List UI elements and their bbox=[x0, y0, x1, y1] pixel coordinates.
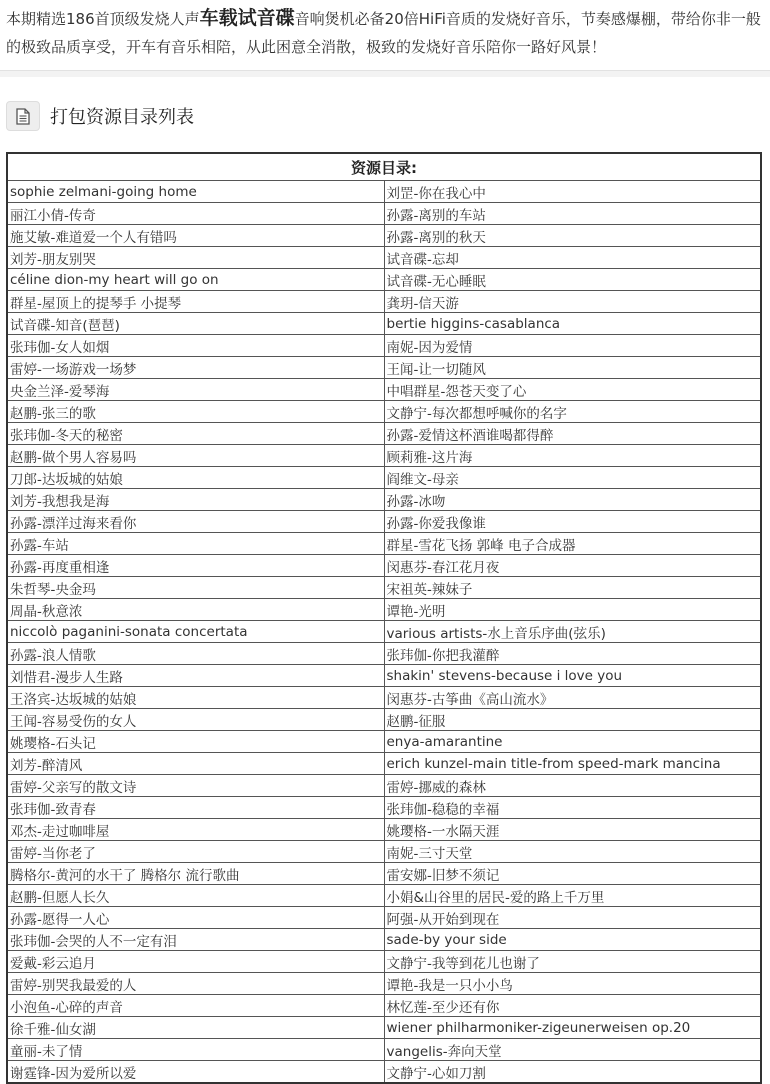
table-cell: sade-by your side bbox=[384, 929, 761, 951]
table-cell: 中唱群星-怨苍天变了心 bbox=[384, 379, 761, 401]
table-row bbox=[7, 335, 761, 357]
table-cell: 姚璎格-石头记 bbox=[7, 731, 384, 753]
table-cell: céline dion-my heart will go on bbox=[7, 269, 384, 291]
table-row bbox=[7, 379, 761, 401]
table-cell: sophie zelmani-going home bbox=[7, 181, 384, 203]
table-row bbox=[7, 247, 761, 269]
table-cell: erich kunzel-main title-from speed-mark mancina bbox=[384, 753, 761, 775]
table-cell: bertie higgins-casablanca bbox=[384, 313, 761, 335]
table-row bbox=[7, 467, 761, 489]
table-cell: 张玮伽-稳稳的幸福 bbox=[384, 797, 761, 819]
table-row bbox=[7, 907, 761, 929]
table-cell: 张玮伽-致青春 bbox=[7, 797, 384, 819]
table-cell: 南妮-三寸天堂 bbox=[384, 841, 761, 863]
table-cell: 雷婷-别哭我最爱的人 bbox=[7, 973, 384, 995]
table-cell: 腾格尔-黄河的水干了 腾格尔 流行歌曲 bbox=[7, 863, 384, 885]
table-row bbox=[7, 203, 761, 225]
table-cell: 刘惜君-漫步人生路 bbox=[7, 665, 384, 687]
table-cell: vangelis-奔向天堂 bbox=[384, 1039, 761, 1061]
table-row bbox=[7, 621, 761, 643]
table-cell: 刘芳-醉清风 bbox=[7, 753, 384, 775]
table-cell: 施艾敏-难道爱一个人有错吗 bbox=[7, 225, 384, 247]
table-row bbox=[7, 709, 761, 731]
table-row bbox=[7, 753, 761, 775]
table-cell: various artists-水上音乐序曲(弦乐) bbox=[384, 621, 761, 643]
table-cell: 徐千雅-仙女湖 bbox=[7, 1017, 384, 1039]
table-cell: 文静宁-我等到花儿也谢了 bbox=[384, 951, 761, 973]
table-cell: 孙露-你爱我像谁 bbox=[384, 511, 761, 533]
table-cell: 谭艳-我是一只小小鸟 bbox=[384, 973, 761, 995]
table-row bbox=[7, 225, 761, 247]
table-row bbox=[7, 973, 761, 995]
intro-suffix: 音响煲机必备20倍HiFi音质的发烧好音乐，节奏感爆棚，带给你非一般的极致品质享受，开车有音乐相陪，从此困意全消散，极致的发烧好音乐陪你一路好风景！ bbox=[6, 10, 761, 56]
table-cell: 孙露-离别的车站 bbox=[384, 203, 761, 225]
table-cell: 刘芳-朋友别哭 bbox=[7, 247, 384, 269]
table-cell: 赵鹏-做个男人容易吗 bbox=[7, 445, 384, 467]
table-cell: 雷婷-挪威的森林 bbox=[384, 775, 761, 797]
table-cell: 孙露-离别的秋天 bbox=[384, 225, 761, 247]
table-cell: 王洛宾-达坂城的姑娘 bbox=[7, 687, 384, 709]
resource-table bbox=[6, 152, 762, 1084]
table-cell: 孙露-冰吻 bbox=[384, 489, 761, 511]
table-row bbox=[7, 1017, 761, 1039]
table-row bbox=[7, 775, 761, 797]
table-cell: wiener philharmoniker-zigeunerweisen op.20 bbox=[384, 1017, 761, 1039]
table-row bbox=[7, 445, 761, 467]
table-row bbox=[7, 533, 761, 555]
table-cell: 刀郎-达坂城的姑娘 bbox=[7, 467, 384, 489]
intro-highlight: 车载试音碟 bbox=[199, 7, 295, 29]
table-row bbox=[7, 181, 761, 203]
table-cell: 龚玥-信天游 bbox=[384, 291, 761, 313]
table-cell: 孙露-浪人情歌 bbox=[7, 643, 384, 665]
table-cell: 王闻-让一切随风 bbox=[384, 357, 761, 379]
table-cell: 爱戴-彩云追月 bbox=[7, 951, 384, 973]
table-cell: 文静宁-每次都想呼喊你的名字 bbox=[384, 401, 761, 423]
table-row bbox=[7, 819, 761, 841]
intro-paragraph bbox=[0, 0, 770, 64]
table-cell: 童丽-未了情 bbox=[7, 1039, 384, 1061]
table-row bbox=[7, 665, 761, 687]
intro-prefix: 本期精选186首顶级发烧人声 bbox=[6, 10, 200, 28]
table-cell: 小泡鱼-心碎的声音 bbox=[7, 995, 384, 1017]
table-cell: 张玮伽-冬天的秘密 bbox=[7, 423, 384, 445]
table-cell: 林忆莲-至少还有你 bbox=[384, 995, 761, 1017]
table-cell: 周晶-秋意浓 bbox=[7, 599, 384, 621]
table-cell: 雷婷-当你老了 bbox=[7, 841, 384, 863]
table-row bbox=[7, 489, 761, 511]
table-row bbox=[7, 995, 761, 1017]
table-cell: 孙露-爱情这杯酒谁喝都得醉 bbox=[384, 423, 761, 445]
table-cell: 姚璎格-一水隔天涯 bbox=[384, 819, 761, 841]
table-title: 资源目录: bbox=[7, 153, 761, 181]
table-cell: 文静宁-心如刀割 bbox=[384, 1061, 761, 1084]
table-row bbox=[7, 643, 761, 665]
table-cell: enya-amarantine bbox=[384, 731, 761, 753]
table-cell: 闵惠芬-古筝曲《高山流水》 bbox=[384, 687, 761, 709]
table-row bbox=[7, 929, 761, 951]
table-cell: 小娟&山谷里的居民-爱的路上千万里 bbox=[384, 885, 761, 907]
table-row bbox=[7, 401, 761, 423]
table-cell: 阎维文-母亲 bbox=[384, 467, 761, 489]
table-cell: 丽江小倩-传奇 bbox=[7, 203, 384, 225]
table-cell: 王闻-容易受伤的女人 bbox=[7, 709, 384, 731]
document-icon[interactable] bbox=[6, 101, 40, 131]
table-cell: 试音碟-无心睡眠 bbox=[384, 269, 761, 291]
table-cell: 孙露-愿得一人心 bbox=[7, 907, 384, 929]
table-cell: 孙露-再度重相逢 bbox=[7, 555, 384, 577]
table-row bbox=[7, 291, 761, 313]
table-cell: 顾莉雅-这片海 bbox=[384, 445, 761, 467]
table-cell: 雷婷-一场游戏一场梦 bbox=[7, 357, 384, 379]
table-row bbox=[7, 423, 761, 445]
table-row bbox=[7, 577, 761, 599]
table-cell: 群星-雪花飞扬 郭峰 电子合成器 bbox=[384, 533, 761, 555]
table-row bbox=[7, 797, 761, 819]
table-row bbox=[7, 731, 761, 753]
table-row bbox=[7, 269, 761, 291]
table-cell: 闵惠芬-春江花月夜 bbox=[384, 555, 761, 577]
table-cell: 张玮伽-会哭的人不一定有泪 bbox=[7, 929, 384, 951]
table-cell: 邓杰-走过咖啡屋 bbox=[7, 819, 384, 841]
table-cell: 刘芳-我想我是海 bbox=[7, 489, 384, 511]
table-cell: 孙露-车站 bbox=[7, 533, 384, 555]
table-row bbox=[7, 863, 761, 885]
table-row bbox=[7, 599, 761, 621]
table-cell: 阿强-从开始到现在 bbox=[384, 907, 761, 929]
table-row bbox=[7, 1039, 761, 1061]
table-cell: shakin' stevens-because i love you bbox=[384, 665, 761, 687]
table-cell: 刘罡-你在我心中 bbox=[384, 181, 761, 203]
table-cell: 谭艳-光明 bbox=[384, 599, 761, 621]
table-row bbox=[7, 511, 761, 533]
table-cell: 张玮伽-女人如烟 bbox=[7, 335, 384, 357]
table-cell: 孙露-漂洋过海来看你 bbox=[7, 511, 384, 533]
table-cell: 群星-屋顶上的提琴手 小提琴 bbox=[7, 291, 384, 313]
table-cell: 赵鹏-但愿人长久 bbox=[7, 885, 384, 907]
table-cell: 朱哲琴-央金玛 bbox=[7, 577, 384, 599]
table-cell: niccolò paganini-sonata concertata bbox=[7, 621, 384, 643]
table-cell: 试音碟-忘却 bbox=[384, 247, 761, 269]
table-cell: 赵鹏-征服 bbox=[384, 709, 761, 731]
pack-label[interactable]: 打包资源目录列表 bbox=[50, 107, 194, 128]
table-cell: 试音碟-知音(琶琶) bbox=[7, 313, 384, 335]
table-cell: 宋祖英-辣妹子 bbox=[384, 577, 761, 599]
table-cell: 雷婷-父亲写的散文诗 bbox=[7, 775, 384, 797]
table-cell: 赵鹏-张三的歌 bbox=[7, 401, 384, 423]
table-row bbox=[7, 687, 761, 709]
pack-resource-list[interactable] bbox=[0, 91, 770, 141]
table-cell: 雷安娜-旧梦不须记 bbox=[384, 863, 761, 885]
table-cell: 张玮伽-你把我灌醉 bbox=[384, 643, 761, 665]
table-row bbox=[7, 555, 761, 577]
table-row bbox=[7, 357, 761, 379]
table-row bbox=[7, 951, 761, 973]
table-row bbox=[7, 885, 761, 907]
table-cell: 谢霆锋-因为爱所以爱 bbox=[7, 1061, 384, 1084]
table-cell: 南妮-因为爱情 bbox=[384, 335, 761, 357]
divider bbox=[0, 70, 770, 77]
table-row bbox=[7, 313, 761, 335]
table-cell: 央金兰泽-爱琴海 bbox=[7, 379, 384, 401]
table-row bbox=[7, 841, 761, 863]
